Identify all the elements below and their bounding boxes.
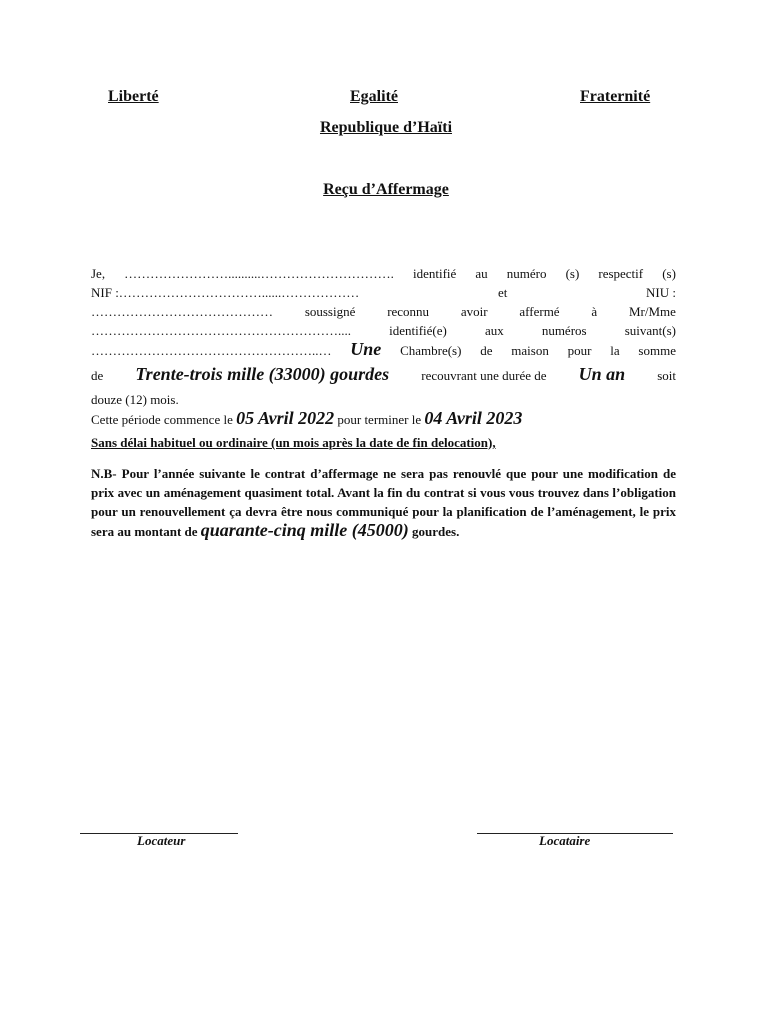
text-duration-label: recouvrant une durée de [421, 368, 547, 383]
tenant-label: Locataire [539, 833, 591, 848]
word: identifié(e) [389, 323, 447, 338]
word: affermé [519, 304, 560, 319]
blank-nif: NIF :……………………………......……………… [91, 285, 360, 300]
body-line-3 [91, 302, 676, 321]
word: soit [657, 368, 676, 383]
word: maison [511, 343, 549, 358]
word: identifié [413, 266, 457, 281]
word: soussigné [304, 304, 356, 319]
blank-niu: …………………………………… [91, 304, 273, 319]
no-delay-note: Sans délai habituel ou ordinaire (un mois après la date de fin delocation), [91, 435, 496, 450]
word: numéros [541, 323, 587, 338]
word: Chambre(s) [400, 343, 462, 358]
label-niu: NIU : [646, 285, 676, 300]
body-line-1 [91, 264, 676, 283]
word: à [591, 304, 598, 319]
blank-tenant: ………………………………………………….... [91, 323, 351, 338]
word: somme [638, 343, 676, 358]
new-rent-amount: quarante-cinq mille (45000) [200, 520, 409, 540]
word: numéro [506, 266, 547, 281]
body-line-2 [91, 283, 676, 302]
word: Mr/Mme [629, 304, 676, 319]
word: et [497, 285, 508, 300]
word: (s) [565, 266, 580, 281]
word: suivant(s) [624, 323, 676, 338]
start-date: 05 Avril 2022 [236, 408, 335, 428]
word: avoir [460, 304, 488, 319]
period-text: pour terminer le [334, 412, 425, 427]
word: au [475, 266, 488, 281]
body-line-4 [91, 321, 676, 340]
receipt-body [91, 264, 676, 452]
word: (s) [662, 266, 676, 281]
word: pour [567, 343, 592, 358]
blank-name: ……………………..........…………………………. [124, 266, 394, 281]
rent-amount: Trente-trois mille (33000) gourdes [135, 364, 390, 384]
word: de [91, 368, 104, 383]
word: de [480, 343, 493, 358]
document-title: Reçu d’Affermage [323, 181, 449, 198]
republic-title: Republique d’Haïti [319, 119, 453, 136]
word: la [610, 343, 620, 358]
body-line-7: douze (12) mois. [91, 392, 179, 407]
motto-fraternite: Fraternité [580, 88, 651, 105]
motto-liberte: Liberté [108, 88, 159, 105]
word: respectif [598, 266, 644, 281]
rent-duration: Un an [578, 364, 626, 384]
period-text: Cette période commence le [91, 412, 237, 427]
lessor-label: Locateur [137, 833, 186, 848]
body-line-5 [91, 340, 676, 365]
nb-text: N.B- Pour l’année suivante le contrat d’affermage ne sera pas renouvlé que pour une modification de prix avec un aménagement quasiment total. Avant la fin du contrat si vous vous trouvez dans l’obligation pour un renouvellement ça devra être nous communiqué pour la planification de l’aménagement, le prix sera au montant de [91, 466, 676, 539]
word: aux [484, 323, 504, 338]
nb-paragraph [91, 464, 676, 541]
word: reconnu [387, 304, 430, 319]
quantity-une: Une [350, 339, 382, 359]
body-line-6 [91, 365, 676, 390]
blank-tenant-ids: ……………………………………………..… [91, 343, 332, 358]
text-je: Je, [91, 266, 106, 281]
nb-end: gourdes. [408, 524, 460, 539]
period-line [91, 409, 676, 433]
motto-egalite: Egalité [350, 88, 398, 105]
end-date: 04 Avril 2023 [424, 408, 523, 428]
